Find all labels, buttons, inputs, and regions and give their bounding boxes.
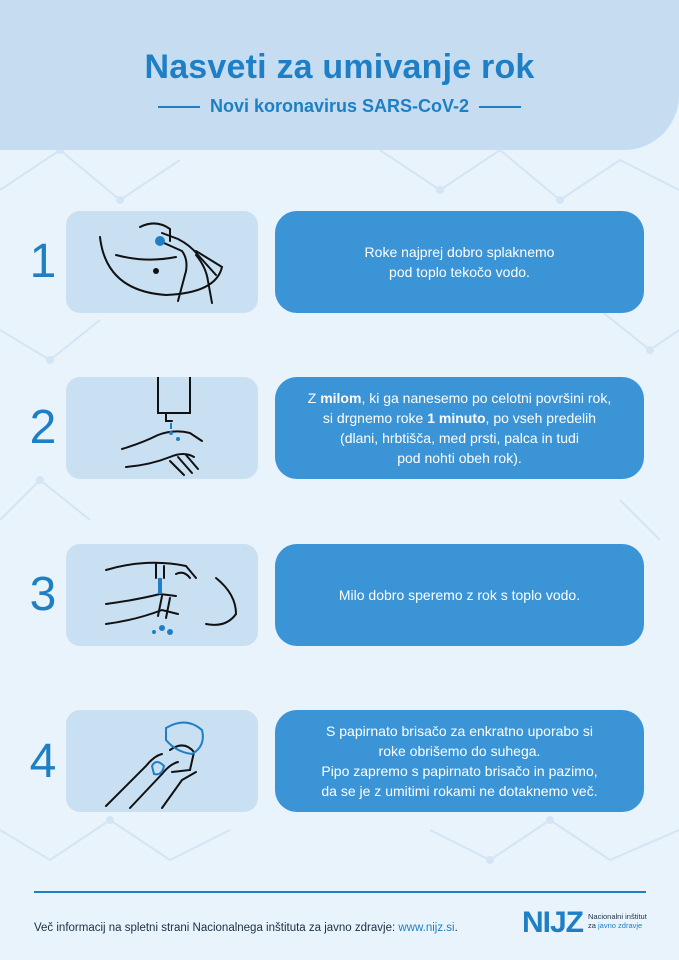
step-2-text: , ki ga nanesemo po celotni površini rok,	[361, 390, 612, 406]
soap-dispenser-illustration	[66, 377, 258, 479]
step-4-line: roke obrišemo do suhega.	[378, 743, 541, 759]
step-2-card	[275, 377, 644, 479]
step-1-line: pod toplo tekočo vodo.	[389, 264, 530, 280]
step-2-line: (dlani, hrbtišča, med prsti, palca in tudi	[340, 430, 579, 446]
footer-info	[34, 922, 458, 934]
rinse-hands-illustration	[66, 544, 258, 646]
page-subtitle: Novi koronavirus SARS-CoV-2	[209, 96, 470, 116]
subtitle-rule-left	[158, 106, 200, 108]
hands-under-tap-illustration	[66, 211, 258, 313]
step-4-line: Pipo zapremo s papirnato brisačo in pazimo,	[321, 763, 598, 779]
logo-mark: NIJZ	[522, 906, 584, 939]
step-2-text: , po vseh predelih	[485, 410, 597, 426]
page-title: Nasveti za umivanje rok	[144, 48, 535, 86]
step-1-number: 1	[29, 235, 57, 288]
step-3-line: Milo dobro speremo z rok s toplo vodo.	[338, 587, 581, 603]
logo-caption-line2-prefix: za	[588, 921, 599, 930]
footer-website-link[interactable]: www.nijz.si	[398, 922, 455, 934]
step-2-line: pod nohti obeh rok).	[397, 450, 522, 466]
step-4-number: 4	[29, 735, 57, 788]
paper-towel-drying-illustration	[66, 710, 258, 812]
step-1-card	[275, 211, 644, 313]
logo-caption-line1: Nacionalni inštitut	[588, 912, 647, 921]
step-2-line	[308, 388, 612, 408]
logo-caption-line2-emphasis: javno zdravje	[598, 921, 643, 930]
step-3-number: 3	[29, 568, 57, 621]
step-2-emphasis-soap: milom	[320, 390, 362, 406]
step-4-card	[275, 710, 644, 812]
step-2-text: Z	[307, 390, 321, 406]
step-2-line	[308, 408, 612, 428]
subtitle-row	[0, 96, 679, 117]
footer-period: .	[454, 922, 458, 934]
step-2-text: si drgnemo roke	[322, 410, 428, 426]
footer-info-text: Več informacij na spletni strani Nacionalnega inštituta za javno zdravje:	[34, 922, 399, 934]
step-1-line: Roke najprej dobro splaknemo	[364, 244, 555, 260]
nijz-logo	[522, 904, 652, 944]
subtitle-rule-right	[479, 106, 521, 108]
step-2-number: 2	[29, 401, 57, 454]
logo-caption	[588, 912, 658, 930]
step-4-line: da se je z umitimi rokami ne dotaknemo več.	[321, 783, 598, 799]
step-2-emphasis-duration: 1 minuto	[427, 410, 486, 426]
footer-divider	[34, 891, 646, 893]
step-4-line: S papirnato brisačo za enkratno uporabo si	[326, 723, 593, 739]
step-3-card	[275, 544, 644, 646]
